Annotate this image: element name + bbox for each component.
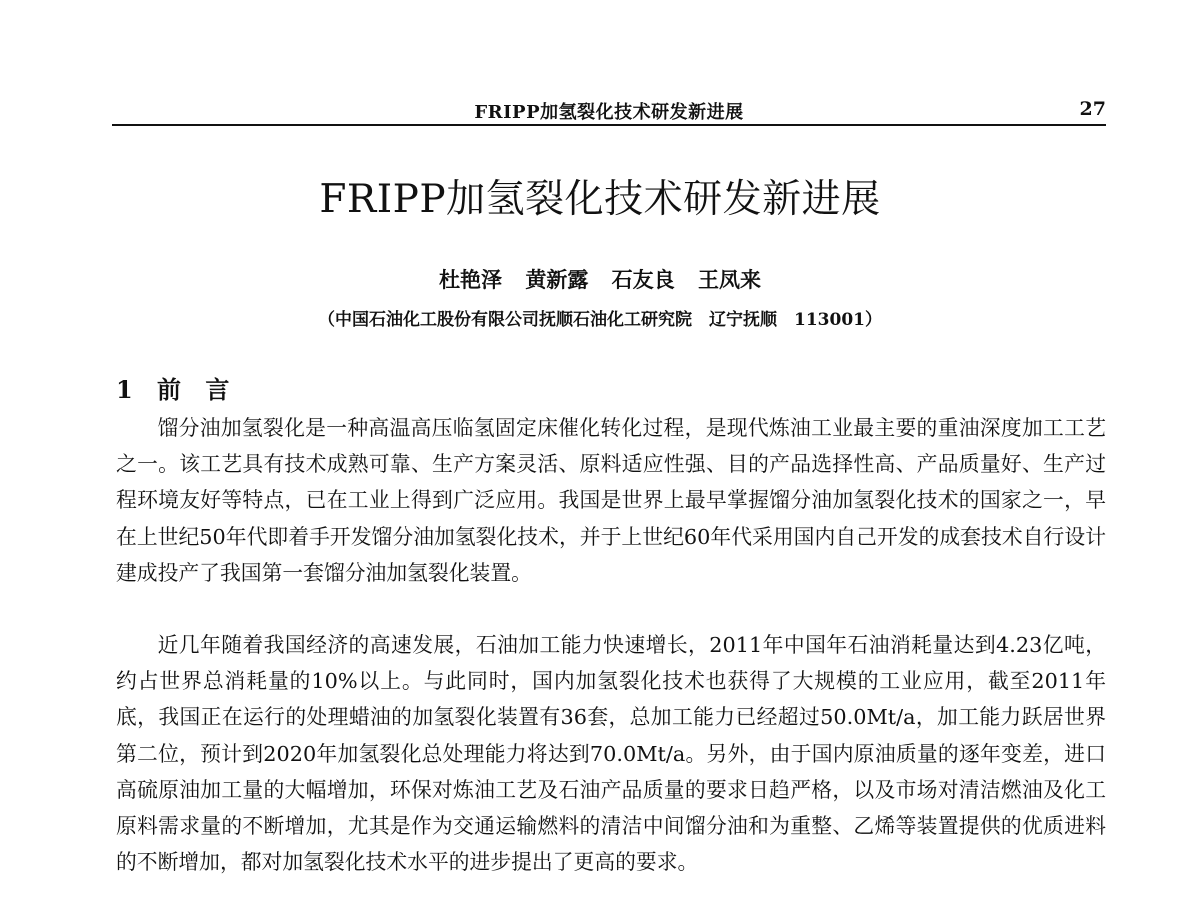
running-header xyxy=(112,96,1106,126)
body-paragraph: 馏分油加氢裂化是一种高温高压临氢固定床催化转化过程，是现代炼油工业最主要的重油深度加工工艺之一。该工艺具有技术成熟可靠、生产方案灵活、原料适应性强、目的产品选择性高、产品质量好、生产过程环境友好等特点，已在工业上得到广泛应用。我国是世界上最早掌握馏分油加氢裂化技术的国家之一，早在上世纪50年代即着手开发馏分油加氢裂化技术，并于上世纪60年代采用国内自己开发的成套技术自行设计建成投产了我国第一套馏分油加氢裂化装置。 xyxy=(116,416,1106,585)
section-heading: 1 前 言 xyxy=(116,375,238,404)
page-number: 27 xyxy=(1079,98,1106,120)
running-title: FRIPP加氢裂化技术研发新进展 xyxy=(474,102,744,123)
paper-title: FRIPP加氢裂化技术研发新进展 xyxy=(319,177,881,222)
author-list: 杜艳泽 黄新露 石友良 王凤来 xyxy=(439,267,761,292)
body-paragraph: 近几年随着我国经济的高速发展，石油加工能力快速增长，2011年中国年石油消耗量达到4.23亿吨，约占世界总消耗量的10%以上。与此同时，国内加氢裂化技术也获得了大规模的工业应用，截至2011年底，我国正在运行的处理蜡油的加氢裂化装置有36套，总加工能力已经超过50.0Mt/a，加工能力跃居世界第二位，预计到2020年加氢裂化总处理能力将达到70.0Mt/a。另外，由于国内原油质量的逐年变差，进口高硫原油加工量的大幅增加，环保对炼油工艺及石油产品质量的要求日趋严格，以及市场对清洁燃油及化工原料需求量的不断增加，尤其是作为交通运输燃料的清洁中间馏分油和为重整、乙烯等装置提供的优质进料的不断增加，都对加氢裂化技术水平的进步提出了更高的要求。 xyxy=(116,633,1106,875)
affiliation: （中国石油化工股份有限公司抚顺石油化工研究院 辽宁抚顺 113001） xyxy=(318,310,882,330)
